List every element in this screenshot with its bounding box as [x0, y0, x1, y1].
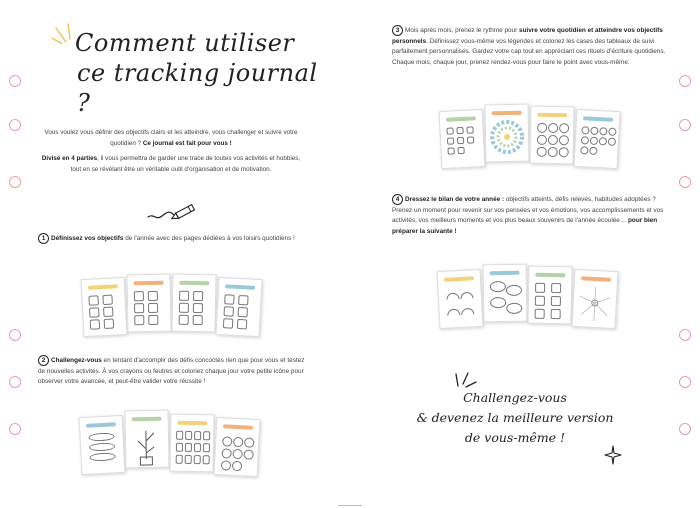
- binder-hole: [679, 119, 691, 131]
- page-thumbnail: [126, 274, 171, 333]
- binder-hole: [9, 423, 21, 435]
- intro-p2: , il vous permettra de garder une trace de toutes vos activités et hobbies, tout en se révélant être un véritable outil d'organisation et de motivation.: [70, 155, 301, 173]
- page-thumbnail: [572, 269, 619, 329]
- page-thumbnail: [437, 269, 484, 329]
- binder-hole: [9, 376, 21, 388]
- page-title: [75, 28, 325, 118]
- step-number-badge: 3: [392, 25, 403, 36]
- binder-hole: [679, 329, 691, 341]
- page-divider: [338, 505, 362, 506]
- intro-p1: Vous voulez vous définir des objectifs clairs et les atteindre, vous challenger et suivre votre quotidien ?: [44, 129, 298, 147]
- page-thumbnail: [171, 274, 216, 333]
- star-sparkle-icon: [602, 444, 624, 466]
- step-3-text: . Définissez vous-même vos légendes et coloriez les cases des tableaux de suivi parfaitement personnalisés. Gardez votre cap tout en appréciant ces rituels d'écriture quotidiens. Chaque mois, chaque jour, prenez rendez-vous pour faire le point avec vous-même.: [392, 37, 666, 66]
- title-line-2: ce tracking journal ?: [77, 59, 318, 117]
- page-thumbnail: [81, 277, 128, 337]
- page-thumbnail: [527, 266, 572, 325]
- page-thumbnail: [529, 106, 574, 165]
- page-thumbnail: [124, 410, 169, 469]
- intro-p2-bold: Divisé en 4 parties: [41, 155, 98, 162]
- binder-hole: [679, 423, 691, 435]
- pencil-doodle-icon: [146, 201, 198, 223]
- step-2: [38, 355, 310, 388]
- page-thumbnail: [482, 264, 527, 323]
- title-line-1: Comment utiliser: [75, 29, 295, 57]
- binder-hole: [679, 75, 691, 87]
- step-4-text: objectifs atteints, défis relevés, habitudes adoptées ? Prenez un moment pour revenir sur vos pensées et vos émotions, vos accomplissements et vos activités, vos meilleurs moments et vos plus beaux souvenirs de l'année écoulée…: [392, 196, 664, 224]
- binder-hole: [9, 75, 21, 87]
- step-1-text: de l'année avec des pages dédiées à vos loisirs quotidiens !: [123, 235, 295, 242]
- slogan-line-2: & devenez la meilleure version: [416, 410, 614, 425]
- step-1: [38, 233, 310, 245]
- step-number-badge: 2: [38, 355, 49, 366]
- page-thumbnail: [484, 104, 529, 163]
- step-2-heading: Challengez-vous: [51, 357, 102, 364]
- binder-hole: [9, 119, 21, 131]
- step-4-closing: pour bien préparer la suivante !: [392, 217, 658, 235]
- step-4-heading: Dressez le bilan de votre année :: [405, 196, 505, 203]
- intro-p1-bold: Ce journal est fait pour vous !: [142, 139, 232, 147]
- page-thumbnail: [574, 109, 621, 169]
- slogan: [405, 388, 625, 448]
- page-thumbnail: [169, 414, 214, 473]
- intro-text: [40, 128, 302, 180]
- binder-hole: [679, 176, 691, 188]
- page-thumbnail: [216, 277, 263, 337]
- page-thumbnail: [214, 417, 261, 477]
- slogan-line-1: Challengez-vous: [463, 390, 567, 405]
- binder-hole: [679, 376, 691, 388]
- binder-hole: [9, 176, 21, 188]
- sparkle-rays-icon: [454, 370, 478, 388]
- step-3-heading: suivre votre quotidien et atteindre vos objectifs personnels: [392, 27, 663, 45]
- page-thumbnail: [79, 415, 126, 475]
- slogan-line-3: de vous-même !: [464, 430, 566, 445]
- step-3: [392, 25, 670, 68]
- step-number-badge: 1: [38, 233, 49, 244]
- step-3-intro: Mois après mois, prenez le rythme pour: [405, 27, 520, 34]
- step-number-badge: 4: [392, 194, 403, 205]
- binder-hole: [9, 329, 21, 341]
- step-1-heading: Définissez vos objectifs: [51, 235, 124, 242]
- step-4: [392, 194, 670, 237]
- step-2-text: en tentant d'accomplir des défis concoctés rien que pour vous et testez de nouvelles activités. À vos crayons ou feutres et coloriez chaque jour votre petite icône pour observer votre avancée, et peut-être valider votre réussite !: [38, 357, 305, 385]
- page-thumbnail: [439, 109, 486, 169]
